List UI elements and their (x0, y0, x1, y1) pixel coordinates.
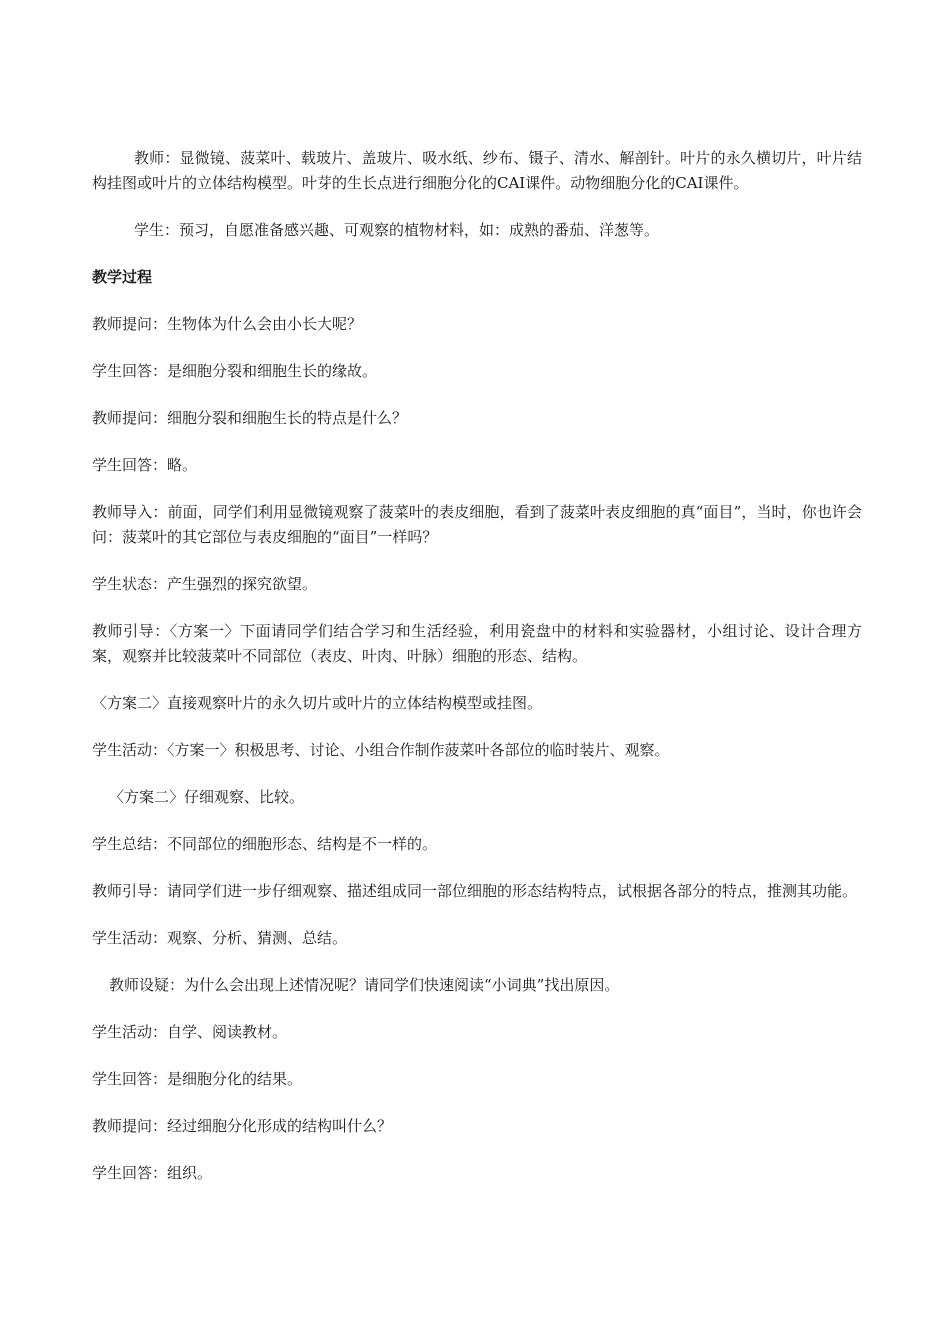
teacher-guide-1: 教师引导：〈方案一〉下面请同学们结合学习和生活经验，利用瓷盘中的材料和实验器材，小组讨论、设计合理方案，观察并比较菠菜叶不同部位（表皮、叶肉、叶脉）细胞的形态、结构。 (92, 622, 862, 665)
teacher-guide-2: 教师引导：请同学们进一步仔细观察、描述组成同一部位细胞的形态结构特点，试根据各部分的特点，推测其功能。 (92, 882, 858, 900)
materials-student: 学生：预习，自愿准备感兴趣、可观察的植物材料，如：成熟的番茄、洋葱等。 (134, 221, 660, 239)
teacher-intro: 教师导入：前面，同学们利用显微镜观察了菠菜叶的表皮细胞，看到了菠菜叶表皮细胞的真“面目”，当时，你也许会问：菠菜叶的其它部位与表皮细胞的“面目”一样吗？ (92, 503, 862, 546)
section-heading: 教学过程 (92, 268, 153, 286)
student-answer-3: 学生回答：是细胞分化的结果。 (92, 1070, 303, 1088)
student-summary: 学生总结：不同部位的细胞形态、结构是不一样的。 (92, 835, 438, 853)
document-page (92, 146, 862, 1186)
student-answer-4: 学生回答：组织。 (92, 1164, 213, 1182)
student-answer-2: 学生回答：略。 (92, 456, 198, 474)
plan-two: 〈方案二〉直接观察叶片的永久切片或叶片的立体结构模型或挂图。 (92, 694, 543, 712)
student-answer-1: 学生回答：是细胞分裂和细胞生长的缘故。 (92, 362, 378, 380)
teacher-question-3: 教师设疑：为什么会出现上述情况呢？请同学们快速阅读“小词典”找出原因。 (109, 976, 620, 994)
student-state: 学生状态：产生强烈的探究欲望。 (92, 575, 318, 593)
student-activity-plan-two: 〈方案二〉仔细观察、比较。 (109, 788, 305, 806)
student-activity-2: 学生活动：观察、分析、猜测、总结。 (92, 929, 348, 947)
materials-teacher: 教师：显微镜、菠菜叶、载玻片、盖玻片、吸水纸、纱布、镊子、清水、解剖针。叶片的永久横切片，叶片结构挂图或叶片的立体结构模型。叶芽的生长点进行细胞分化的CAI课件。动物细胞分化的CAI课件。 (92, 149, 862, 192)
student-activity-3: 学生活动：自学、阅读教材。 (92, 1023, 288, 1041)
teacher-question-4: 教师提问：经过细胞分化形成的结构叫什么？ (92, 1117, 393, 1135)
teacher-question-1: 教师提问：生物体为什么会由小长大呢？ (92, 315, 363, 333)
student-activity-1: 学生活动：〈方案一〉积极思考、讨论、小组合作制作菠菜叶各部位的临时装片、观察。 (92, 741, 670, 759)
teacher-question-2: 教师提问：细胞分裂和细胞生长的特点是什么？ (92, 409, 408, 427)
